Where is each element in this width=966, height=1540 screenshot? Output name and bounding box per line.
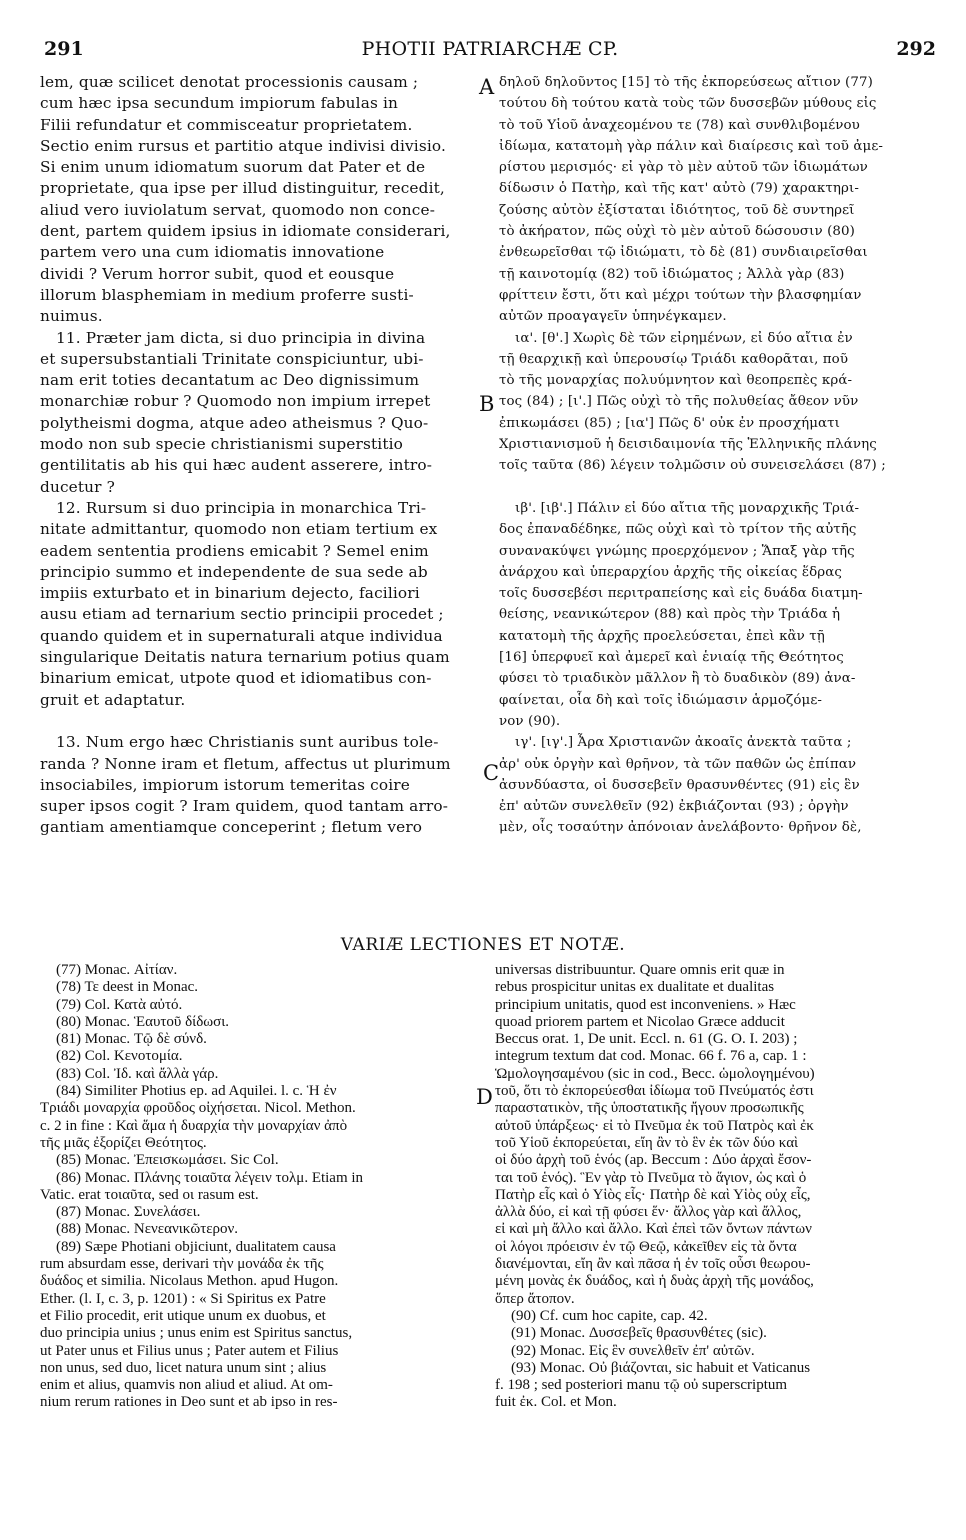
note-line: (78) Τε deest in Monac. (56, 979, 199, 996)
greek-text-line: τούτου δὴ τούτου κατὰ τοὺς τῶν δυσσεβῶν μύθους εἰς (499, 96, 877, 112)
latin-text-line: eadem sententia prodiens emicabit ? Semel enim (40, 541, 429, 560)
greek-text-line: ἐπικωμάσει (85) ; [ια'] Πῶς δ' οὐκ ἐν προσχήματι (499, 415, 841, 431)
greek-text-line: ἀσυνδύαστα, οἱ δυσσεβεῖν θρασυνθέντες (91) εἰς ἓν (499, 777, 860, 793)
note-line: principium unitatis, quod est inconveniens. » Hæc (495, 996, 796, 1013)
latin-text-line: gruit et adaptatur. (40, 690, 186, 709)
latin-text-line: ausu etiam ad ternarium sectio principii procedet ; (40, 605, 444, 624)
margin-marker-d: D (476, 1085, 493, 1109)
greek-text-line: ιβ'. [ιβ'.] Πάλιν εἰ δύο αἴτια τῆς μοναρχικῆς Τριά- (515, 500, 860, 516)
note-line: enim et alius, quamvis non aliud et aliud. At om- (40, 1377, 333, 1394)
latin-text-line: partem vero una cum idiomatis innovatione (40, 243, 385, 262)
latin-text-line: ducetur ? (40, 477, 115, 496)
note-line: οἱ δύο ἀρχὴ τοῦ ἑνός (ap. Beccum : Δύο ἀρχαὶ ἔσον- (495, 1152, 812, 1169)
latin-text-line: randa ? Nonne iram et fletum, affectus ut plurimum (40, 754, 451, 773)
notes-heading: VARIÆ LECTIONES ET NOTÆ. (340, 935, 626, 955)
note-line: (83) Col. Ἰδ. καὶ ἄλλὰ γάρ. (56, 1065, 219, 1082)
latin-text-line: modo non sub specie christianismi superstitio (40, 435, 404, 454)
note-line: (89) Sæpe Photiani objiciunt, dualitatem causa (56, 1238, 336, 1255)
greek-text-line: δίδωσιν ὁ Πατὴρ, καὶ τῆς κατ' αὐτὸ (79) χαρακτηρι- (499, 181, 859, 197)
note-line: (82) Col. Κενοτομία. (56, 1048, 183, 1065)
note-line: (91) Monac. Δυσσεβεῖς θρασυνθέτες (sic). (511, 1325, 767, 1342)
note-line: (80) Monac. Ἑαυτοῦ δίδωσι. (56, 1013, 230, 1030)
note-line: rebus prospicitur unitas ex dualitate et dualitas (495, 979, 775, 996)
note-line: c. 2 in fine : Καὶ ἅμα ἡ δυαρχία τὴν μοναρχίαν ἀπὸ (40, 1117, 348, 1134)
latin-text-line: cum hæc ipsa secundum impiorum fabulas in (40, 94, 399, 113)
note-line: nium rerum rationes in Deo sunt et ab ipso in res- (40, 1394, 338, 1411)
latin-text-line: monarchiæ robur ? Quomodo non impium irrepet (40, 392, 431, 411)
greek-column (499, 72, 932, 839)
greek-text-line: ἀρ' οὐκ ὀργὴν καὶ θρῆνον, τὰ τῶν παθῶν ὡς ἐπίπαν (499, 756, 857, 772)
greek-text-line: Χριστιανισμοῦ ἡ δεισιδαιμονία τῆς Ἑλληνικῆς πλάνης (499, 437, 877, 453)
latin-text-line: 13. Num ergo hæc Christianis sunt auribus tole- (56, 733, 439, 752)
note-line: μένη μονὰς ἐκ δυάδος, καὶ ἡ δυὰς ἀρχὴ τῆς μονάδος, (495, 1273, 814, 1290)
greek-text-line: τοῖς ταῦτα (86) λέγειν τολμῶσιν οὐ συνεισελάσει (87) ; (499, 458, 886, 474)
note-line: universas distribuuntur. Quare omnis erit quæ in (495, 962, 785, 978)
note-line: ὅπερ ἄτοπον. (495, 1290, 575, 1307)
latin-text-line: Si enim unum idiomatum suorum dat Pater et de (40, 158, 426, 177)
note-line: (77) Monac. Αἰτίαν. (56, 962, 178, 978)
greek-text-line: ἐπ' αὐτῶν συνελθεῖν (92) ἐκβιάζονται (93) ; ὀργὴν (499, 799, 849, 815)
note-line: (92) Monac. Εἰς ἓν συνελθεῖν ἐπ' αὐτῶν. (511, 1342, 755, 1359)
note-line: (85) Monac. Ἐπεισκωμάσει. Sic Col. (56, 1152, 279, 1169)
greek-text-line: δος ἐπαναδέδηκε, πῶς οὐχὶ καὶ τὸ τρίτον τῆς αὐτῆς (499, 522, 857, 538)
greek-text-line: ἐνθεωρεῖσθαι τῷ ἰδιώματι, τὸ δὲ (81) συνδιαιρεῖσθαι (499, 245, 868, 261)
greek-text-line: ιγ'. [ιγ'.] Ἆρα Χριστιανῶν ἀκοαῖς ἀνεκτὰ ταῦτα ; (515, 735, 852, 751)
note-line: (86) Monac. Πλάνης τοιαῦτα λέγειν τολμ. Etiam in (56, 1169, 364, 1186)
notes-left-column (40, 962, 476, 1412)
note-line: et Filio procedit, erit utique unum ex duobus, et (40, 1307, 326, 1324)
note-line: τῆς μιᾶς ἐξορίζει Θεότητος. (40, 1134, 207, 1151)
latin-text-line: nam erit toties decantatum ac Deo dignissimum (40, 371, 420, 390)
note-line: fuit ἐκ. Col. et Mon. (495, 1394, 617, 1411)
note-line: παραστατικὸν, τῆς ὑποστατικῆς ἤγουν προσωπικῆς (495, 1100, 804, 1117)
note-line: ται τοῦ ἑνός). Ἓν γὰρ τὸ Πνεῦμα τὸ ἅγιον, ὡς καὶ ὁ (495, 1169, 807, 1186)
greek-text-line: δηλοῦ δηλοῦντος [15] τὸ τῆς ἐκπορεύσεως αἴτιον (77) (499, 75, 873, 90)
note-line: διανέμονται, εἴη ἂν καὶ πᾶσα ἡ ἐν τοῖς οὖσι θεωρου- (495, 1256, 811, 1273)
latin-text-line: quando quidem et in supernaturali atque individua (40, 626, 443, 645)
note-line: f. 198 ; sed posteriori manu τῷ οὐ superscriptum (495, 1377, 788, 1394)
note-line: duo principia unius ; unus enim est Spiritus sanctus, (40, 1325, 353, 1342)
running-title: PHOTII PATRIARCHÆ CP. (361, 38, 619, 60)
latin-text-line: dividi ? Verum horror subit, quod et eousque (40, 264, 395, 283)
greek-text-line: νον (90). (499, 713, 561, 729)
latin-text-line: aliud vero iuviolatum servat, quomodo non conce- (40, 200, 436, 219)
latin-text-line: Sectio enim rursus et partitio atque indivisi divisio. (40, 136, 446, 155)
latin-text-line: illorum blasphemiam in medium proferre susti- (40, 285, 414, 304)
note-line: non unus, sed duo, licet natura unum sint ; alius (40, 1359, 327, 1376)
greek-text-line: κατατομὴ τῆς ἀρχῆς προελεύσεται, ἐπεὶ κἂν τῇ (499, 628, 825, 644)
latin-text-line: insociabiles, impiorum istorum temeritas coire (40, 775, 410, 794)
note-line: (87) Monac. Συνελάσει. (56, 1204, 201, 1221)
margin-marker-a: A (479, 75, 495, 99)
greek-text-line: θείσης, νεανικώτερον (88) καὶ πρὸς τὴν Τριάδα ἡ (499, 607, 841, 623)
note-line: Πατὴρ εἷς καὶ ὁ Υἱὸς εἷς· Πατὴρ δὲ καὶ Υἱὸς οὐχ εἷς, (495, 1186, 811, 1203)
latin-text-line: nuimus. (40, 307, 103, 326)
greek-text-line: τῇ καινοτομίᾳ (82) τοῦ ἰδιώματος ; Ἀλλὰ γὰρ (83) (499, 266, 845, 282)
greek-text-line: τὸ τῆς μοναρχίας πολυύμνητον καὶ θεοπρεπὲς κρά- (499, 373, 853, 389)
note-line: τοῦ, ὅτι τὸ ἐκπορεύεσθαι ἰδίωμα τοῦ Πνεύματός ἐστι (495, 1083, 814, 1100)
note-line: Ὡμολογησαμένου (sic in cod., Becc. ὡμολογημένου) (495, 1065, 815, 1082)
latin-text-line: polytheismi dogma, atque adeo atheismus ? Quo- (40, 413, 429, 432)
latin-text-line: et supersubstantiali Trinitate conspiciuntur, ubi- (40, 349, 424, 368)
greek-text-line: ζούσης αὐτὸν ἐξίσταται ἰδιότητος, τοῦ δὲ συντηρεῖ (499, 202, 855, 218)
note-line: Τριάδι μοναρχία φροῦδος οἰχήσεται. Nicol. Methon. (40, 1100, 356, 1117)
note-line: (79) Col. Κατὰ αὐτό. (56, 996, 183, 1013)
note-line: Beccus orat. 1, De unit. Eccl. n. 61 (G. O. I. 203) ; (495, 1031, 798, 1048)
latin-text-line: gentilitatis ab his qui hæc audent asserere, intro- (40, 456, 433, 475)
note-line: ut Pater unus et Filius unus ; Pater autem et Filius (40, 1342, 339, 1359)
note-line: (90) Cf. cum hoc capite, cap. 42. (511, 1307, 708, 1324)
page-number-left: 291 (44, 38, 84, 60)
latin-text-line: singularique Deitatis natura ternarium potius quam (40, 648, 450, 667)
greek-text-line: τοῖς δυσσεβέσι περιτραπείσης καὶ εἰς δυάδα διατμη- (499, 586, 863, 602)
latin-text-line: gantiam amentiamque conceperint ; fletum vero (40, 818, 423, 837)
greek-text-line: αὐτῶν προαγαγεῖν ὑπηνέγκαμεν. (499, 309, 727, 325)
note-line: Vatic. erat τοιαῦτα, sed οι rasum est. (40, 1186, 259, 1203)
note-line: quoad priorem partem et Nicolao Græce adducit (495, 1013, 785, 1030)
running-header (44, 38, 936, 62)
latin-text-line (40, 711, 478, 732)
latin-text-line: 12. Rursum si duo principia in monarchica Tri- (56, 498, 427, 517)
latin-text-line: binarium emicat, utpote quod et idiomatibus con- (40, 669, 432, 688)
note-line: rum absurdam esse, derivari τὴν μονάδα ἐκ τῆς (40, 1256, 324, 1273)
greek-text-line: φαίνεται, οἷα δὴ καὶ τοῖς ἰδιώμασιν ἁρμοζόμε- (499, 692, 822, 708)
latin-text-line: super ipsos cogit ? Iram quidem, quod tantam arro- (40, 797, 449, 816)
note-line: τοῦ Υἱοῦ ἐκπορεύεται, εἴη ἂν τὸ ἓν ἐκ τῶν δύο καὶ (495, 1134, 799, 1151)
page-number-right: 292 (896, 38, 936, 60)
latin-text-line: principio summo et independente de sua sede ab (40, 562, 428, 581)
note-line: (88) Monac. Νενεανικῶτερον. (56, 1221, 239, 1238)
greek-text-line: ρίστου μερισμός· εἰ γὰρ τὸ μὲν αὐτοῦ τῶν ἰδιωμάτων (499, 160, 868, 176)
latin-text-line: 11. Præter jam dicta, si duo principia in divina (56, 328, 426, 347)
greek-text-line: μὲν, οἷς τοσαύτην ἀπόνοιαν ἀνελάβοντο· θρῆνον δὲ, (499, 820, 862, 836)
note-line: integrum textum dat cod. Monac. 66 f. 76 a, cap. 1 : (495, 1048, 807, 1065)
latin-text-line: Filii refundatur et commisceatur proprietatem. (40, 115, 413, 134)
latin-text-line: dent, partem quidem ipsius in idiomate considerari, (40, 222, 451, 241)
greek-text-line: ια'. [θ'.] Χωρὶς δὲ τῶν εἰρημένων, εἰ δύο αἴτια ἐν (515, 330, 853, 346)
latin-text-line: nitate admittantur, quomodo non etiam tertium ex (40, 520, 438, 539)
margin-marker-b: B (479, 392, 495, 416)
note-line: (84) Similiter Photius ep. ad Aquilei. l. c. Ἡ ἐν (56, 1083, 337, 1100)
latin-text-line: impiis exturbato et in binarium dejecto, faciliori (40, 584, 420, 603)
note-line: (81) Monac. Τῷ δὲ σύνδ. (56, 1031, 207, 1048)
note-line: ἀλλὰ δύο, εἰ καὶ τῇ φύσει ἕν· ἄλλος γὰρ καὶ ἄλλος, (495, 1204, 802, 1221)
latin-column (40, 72, 478, 839)
greek-text-line: τῇ θεαρχικῇ καὶ ὑπερουσίῳ Τριάδι καθορᾶται, ποῦ (499, 351, 849, 367)
note-line: (93) Monac. Οὐ βιάζονται, sic habuit et Vaticanus (511, 1359, 811, 1376)
note-line: οἱ λόγοι πρόεισιν ἐν τῷ Θεῷ, κἀκεῖθεν εἰς τὰ ὄντα (495, 1238, 797, 1255)
greek-text-line: φρίττειν ἔστι, ὅτι καὶ μέχρι τούτων τὴν βλασφημίαν (499, 287, 862, 303)
greek-text-line: συνανακύψει γνώμης προερχόμενον ; Ἅπαξ γὰρ τῆς (499, 543, 855, 559)
greek-text-line: ἰδίωμα, κατατομὴ γὰρ πάλιν καὶ διαίρεσις καὶ τοῦ ἀμε- (499, 138, 883, 154)
notes-right-column (495, 962, 935, 1412)
note-line: δυάδος et similia. Nicolaus Methon. apud Hugon. (40, 1273, 339, 1290)
greek-text-line: τὸ ἀκήρατον, πῶς οὐχὶ τὸ μὲν αὐτοῦ δώσουσιν (80) (499, 224, 855, 240)
greek-text-line (499, 477, 932, 498)
greek-text-line: ἀνάρχου καὶ ὑπεραρχίου ἀρχῆς τῆς οἰκείας ἕδρας (499, 564, 843, 580)
greek-text-line: τὸ τοῦ Υἱοῦ ἀναχεομένου τε (78) καὶ συνθλιβομένου (499, 117, 860, 133)
greek-text-line: φύσει τὸ τριαδικὸν μᾶλλον ἢ τὸ δυαδικὸν (89) ἀνα- (499, 671, 856, 687)
note-line: εἰ καὶ μὴ ἄλλο καὶ ἄλλο. Καὶ ἐπεὶ τῶν ὄντων πάντων (495, 1221, 812, 1238)
note-line: Ether. (l. I, c. 3, p. 1201) : « Si Spiritus ex Patre (40, 1290, 326, 1307)
latin-text-line: lem, quæ scilicet denotat processionis causam ; (40, 73, 419, 91)
latin-text-line: proprietate, qua ipse per illud distinguitur, recedit, (40, 179, 445, 198)
margin-marker-c: C (483, 761, 500, 785)
greek-text-line: τος (84) ; [ι'.] Πῶς οὐχὶ τὸ τῆς πολυθείας ἄθεον νῦν (499, 394, 859, 410)
note-line: αὐτοῦ ὑπάρξεως· εἰ τὸ Πνεῦμα ἐκ τοῦ Πατρὸς καὶ ἐκ (495, 1117, 814, 1134)
greek-text-line: [16] ὑπερφυεῖ καὶ ἀμερεῖ καὶ ἑνιαίᾳ τῆς Θεότητος (499, 650, 844, 666)
